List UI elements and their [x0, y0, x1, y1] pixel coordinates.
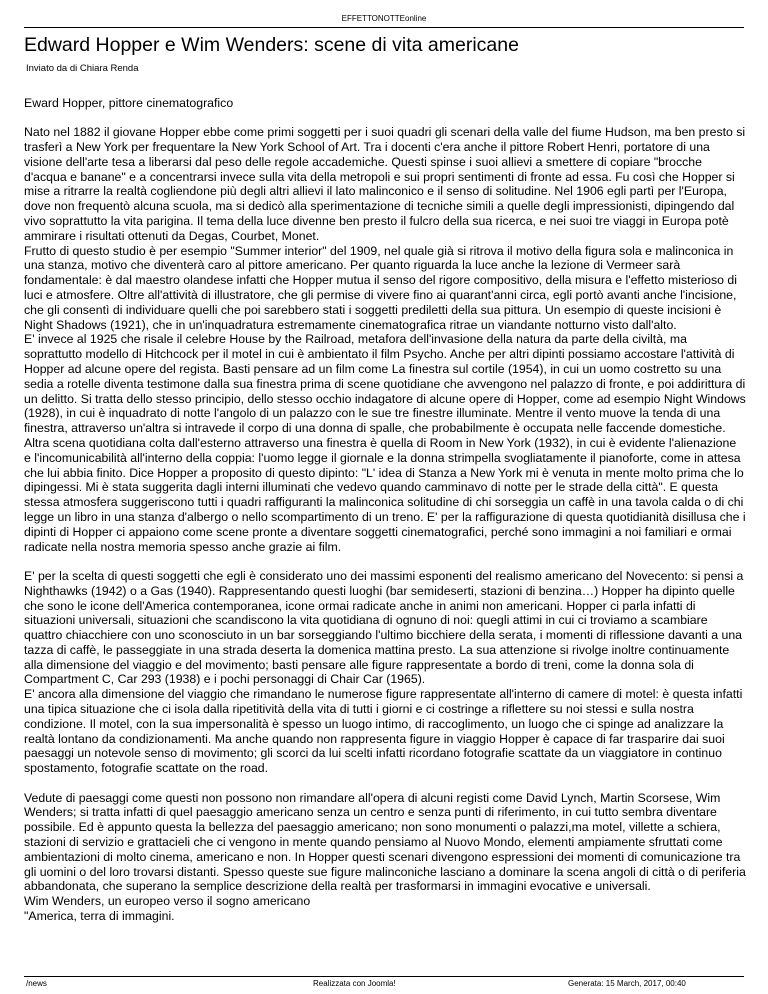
text-line: Altra scena quotidiana colta dall'esterno attraverso una finestra è quella di Room in New York (1932), in cui è evidente l'alienazione e l'incomunicabilità all'interno della coppia: l'uomo legge il giornale e la donna strimpella svogliatamente il pianoforte, come in attesa che lui abbia finito. Dice Hopper a proposito di questo dipinto: "L' idea di Stanza a New York mi è venuta in mente molto prima che lo dipingessi. Mi è stata suggerita dagli interni illuminati che vedevo quando camminavo di notte per le strade della città". E questa stessa atmosfera suggeriscono tutti i quadri raffiguranti la malinconica solitudine di chi sorseggia un caffè in una tavola calda o di chi legge un libro in una stanza d'albergo o nello scompartimento di un treno. E' per la raffigurazione di questa quotidianità disillusa che i dipinti di Hopper ci appaiono come scene pronte a diventare soggetti cinematografici, perché sono immagini a noi familiari e ormai radicate nella nostra memoria spesso anche grazie ai film.	[24, 436, 746, 554]
header-divider	[24, 27, 744, 28]
footer-credit: Realizzata con Joomla!	[313, 979, 396, 988]
text-line: E' invece al 1925 che risale il celebre House by the Railroad, metafora dell'invasione della natura da parte della civiltà, ma soprattutto modello di Hitchcock per il motel in cui è ambientato il film Psycho. Anche per altri dipinti possiamo accostare l'attività di Hopper ad alcune opere del regista. Basti pensare ad un film come La finestra sul cortile (1954), in cui un uomo costretto su una sedia a rotelle diventa testimone dalla sua finestra prima di scene quotidiane che avvengono nel palazzo di fronte, e poi addirittura di un delitto. Si tratta dello stesso principio, dello stesso occhio indagatore di alcune opere di Hopper, come ad esempio Night Windows (1928), in cui è inquadrato di notte l'angolo di un palazzo con le sue tre finestre illuminate. Mentre il vento muove la tenda di una finestra, attraverso un'altra si intravede il corpo di una donna di spalle, che probabilmente è occupata nelle faccende domestiche.	[24, 332, 746, 436]
paragraph-block-3	[24, 791, 746, 924]
paragraph-block-1	[24, 125, 746, 554]
site-header: EFFETTONOTTEonline	[341, 14, 427, 23]
text-line: Frutto di questo studio è per esempio "Summer interior" del 1909, nel quale già si ritrova il motivo della figura sola e malinconica in una stanza, motivo che diventerà caro al pittore americano. Per quanto riguarda la luce anche la lezione di Vermeer sarà fondamentale: è dal maestro olandese infatti che Hopper mutua il senso del rigore compositivo, della misura e l'effetto misterioso di luci e atmosfere. Oltre all'attività di illustratore, che gli permise di vivere fino ai quarant'anni circa, egli portò avanti anche l'incisione, che gli consentì di individuare quelli che poi sarebbero stati i soggetti prediletti della sua pittura. Un esempio di queste incisioni è Night Shadows (1921), che in un'inquadratura estremamente cinematografica ritrae un viandante notturno visto dall'alto.	[24, 243, 737, 332]
text-line: E' ancora alla dimensione del viaggio che rimandano le numerose figure rappresentate all'interno di camere di motel: è questa infatti una tipica situazione che ci isola dalla ripetitività della vita di tutti i giorni e ci costringe a riflettere su noi stessi e sulla nostra condizione. Il motel, con la sua impersonalità è spesso un luogo intimo, di raccoglimento, un luogo che ci spinge ad analizzare la realtà lontano da condizionamenti. Ma anche quando non rappresenta figure in viaggio Hopper è capace di far trasparire dai suoi paesaggi un notevole senso di movimento; gli scorci da lui scelti infatti ricordano fotografie scattate da un viaggiatore in continuo spostamento, fotografie scattate on the road.	[24, 687, 743, 776]
article-byline: Inviato da di Chiara Renda	[26, 63, 139, 74]
text-line: E' per la scelta di questi soggetti che egli è considerato uno dei massimi esponenti del realismo americano del Novecento: si pensi a Nighthawks (1942) o a Gas (1940). Rappresentando questi luoghi (bar semideserti, stazioni di benzina…) Hopper ha dipinto quelle che sono le icone dell'America contemporanea, icone ormai radicate anche in animi non americani. Hopper ci parla infatti di situazioni universali, situazioni che scandiscono la vita quotidiana di ognuno di noi: quegli attimi in cui ci troviamo a scambiare quattro chiacchiere con uno sconosciuto in un bar sorseggiando l'ultimo bicchiere della serata, i momenti di riflessione davanti a una tazza di caffè, le passeggiate in una strada deserta la domenica mattina presto. La sua attenzione si rivolge inoltre continuamente alla dimensione del viaggio e del movimento; basti pensare alle figure rappresentate a bordo di treni, come la donna sola di Compartment C, Car 293 (1938) e i pochi personaggi di Chair Car (1965).	[24, 568, 744, 687]
article-body	[24, 96, 746, 924]
text-line: Wim Wenders, un europeo verso il sogno americano	[24, 894, 311, 909]
text-line: Nato nel 1882 il giovane Hopper ebbe come primi soggetti per i suoi quadri gli scenari della valle del fiume Hudson, ma ben presto si trasferì a New York per frequentare la New York School of Art. Tra i docenti c'era anche il pittore Robert Henri, portatore di una visione dell'arte tesa a liberarsi dal peso delle regole accademiche. Questi spinse i suoi allievi a smettere di copiare "brocche d'acqua e banane" e a concentrarsi invece sulla vita della metropoli e sui propri sentimenti di fronte ad essa. Fu così che Hopper si mise a ritrarre la realtà cogliendone più degli altri allievi il lato malinconico e il senso di solitudine. Nel 1906 egli partì per l'Europa, dove non frequentò alcuna scuola, ma si dedicò alla sperimentazione di tecniche simili a quelle degli impressionisti, dipingendo dal vivo soprattutto la vita parigina. Il tema della luce divenne ben presto il fulcro della sua ricerca, e nei suoi tre viaggi in Europa potè ammirare i risultati ottenuti da Degas, Courbet, Monet.	[24, 125, 746, 243]
article-title: Edward Hopper e Wim Wenders: scene di vita americane	[24, 34, 519, 56]
footer-divider	[24, 976, 744, 977]
text-line: Vedute di paesaggi come questi non possono non rimandare all'opera di alcuni registi come David Lynch, Martin Scorsese, Wim Wenders; si tratta infatti di quel paesaggio americano senza un centro e senza punti di riferimento, in cui tutto sembra diventare possibile. Ed è appunto questa la bellezza del paesaggio americano; non sono monumenti o palazzi,ma motel, villette a schiera, stazioni di servizio e grattacieli che ci vengono in mente quando pensiamo al Nuovo Mondo, elementi ampiamente sfruttati come ambientazioni di molto cinema, americano e non. In Hopper questi scenari divengono espressioni dei momenti di comunicazione tra gli uomini o del loro trovarsi distanti. Spesso queste sue figure malinconiche lasciano a dominare la scena angoli di città o di periferia abbandonata, che superano la semplice descrizione della realtà per trasformarsi in immagini evocative e universali.	[24, 790, 746, 894]
paragraph-block-2	[24, 569, 746, 776]
footer-generated: Generata: 15 March, 2017, 00:40	[568, 979, 686, 988]
text-line: "America, terra di immagini.	[24, 908, 175, 923]
article-subtitle: Eward Hopper, pittore cinematografico	[24, 96, 234, 110]
footer-path: /news	[26, 979, 47, 988]
